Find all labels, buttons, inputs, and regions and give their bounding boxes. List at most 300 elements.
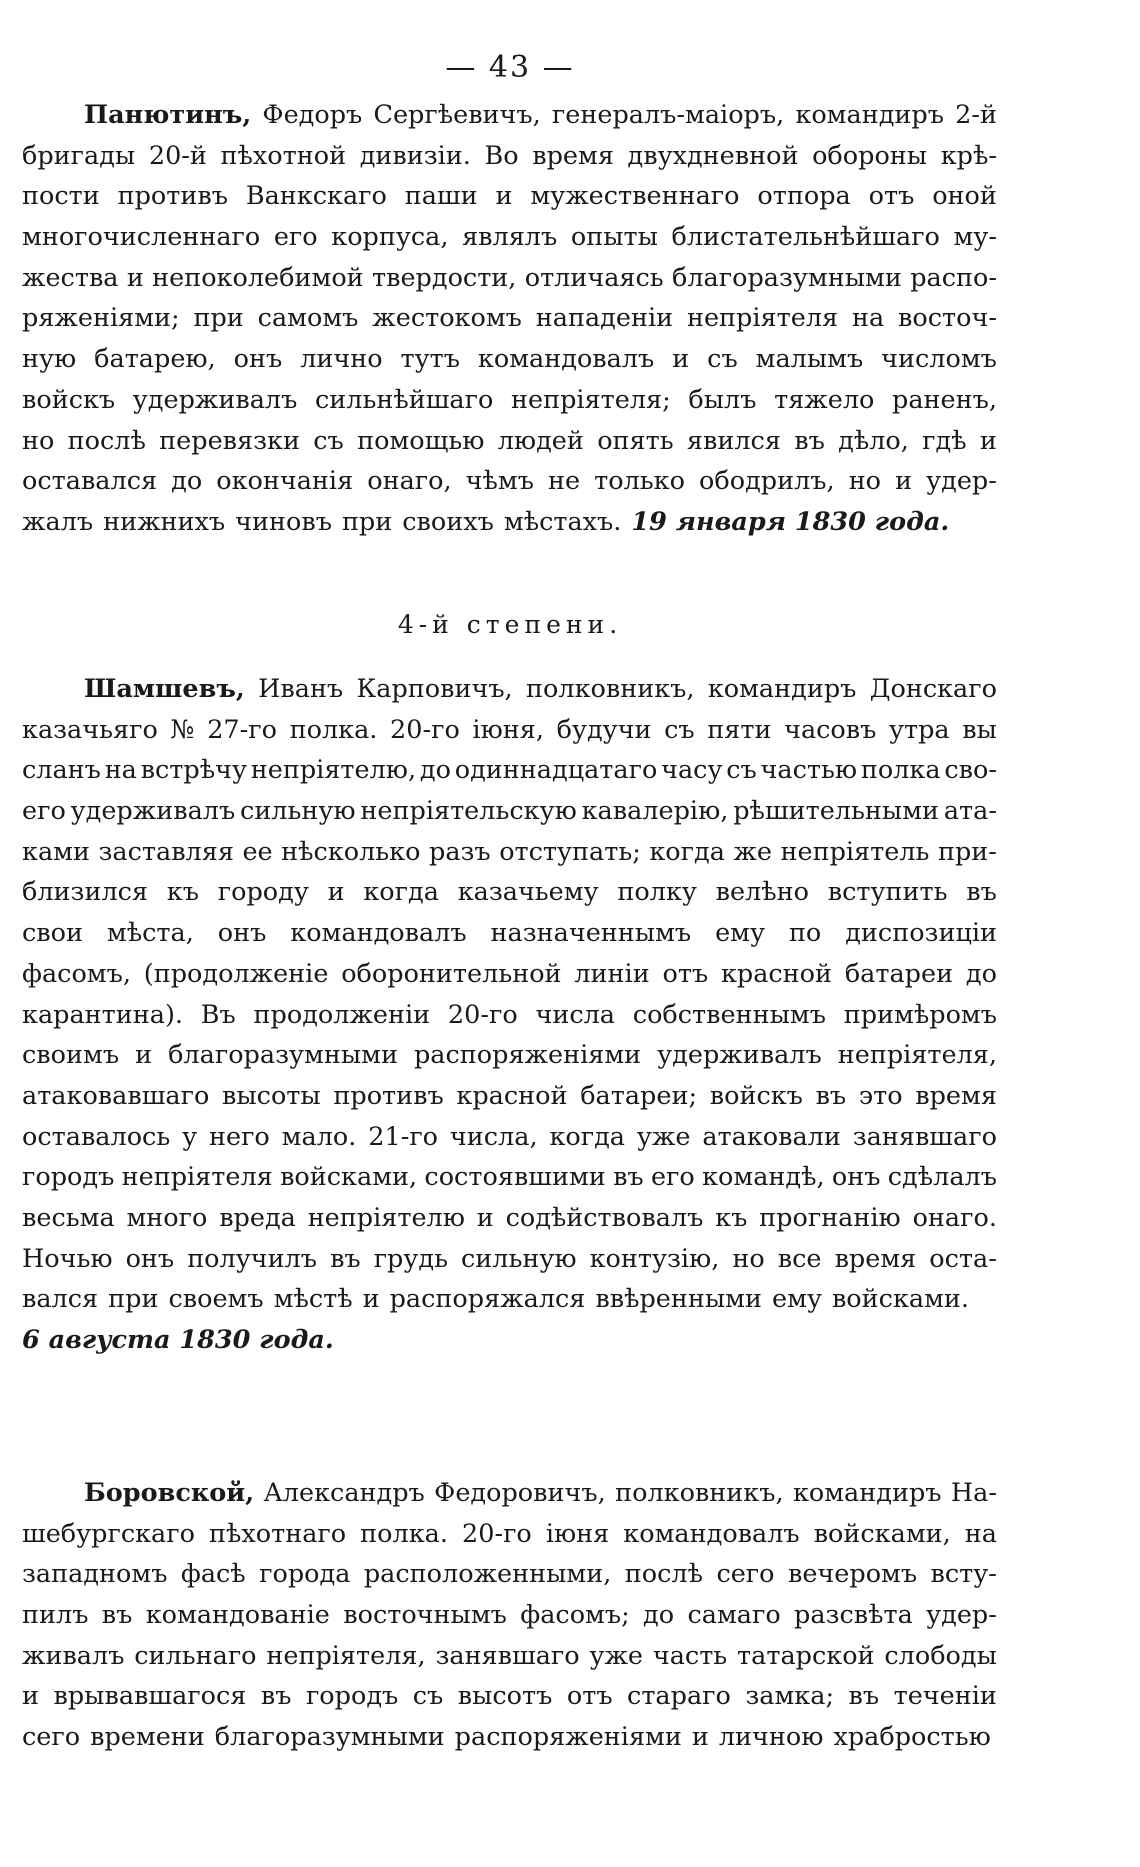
word: многочисленнаго (22, 222, 261, 253)
word: чѣмъ (465, 466, 534, 497)
word: паши (404, 181, 478, 212)
word: когда (549, 1121, 625, 1152)
word: являлъ (462, 222, 558, 253)
word: му- (953, 222, 997, 253)
text-line (22, 380, 997, 421)
word: и (126, 262, 144, 293)
word: полка (860, 755, 941, 786)
text-line (22, 1198, 997, 1239)
text-line (22, 298, 997, 339)
word: ряженіями; (22, 303, 180, 334)
word: высотъ (457, 1681, 553, 1712)
word: обороны (812, 140, 928, 171)
word: ками (22, 836, 90, 867)
word: западномъ (22, 1559, 168, 1590)
word: на (964, 1518, 997, 1549)
text-line (22, 1076, 997, 1117)
word: вы (962, 714, 997, 745)
text-line (22, 339, 997, 380)
word: войсками. (831, 1284, 970, 1315)
word: контузію, (589, 1243, 720, 1274)
word: вечеромъ (787, 1559, 918, 1590)
word: непріятеля (121, 1162, 273, 1193)
word: окончанія (216, 466, 354, 497)
word: благоразумными (168, 1040, 398, 1071)
word: командовалъ (477, 344, 655, 375)
word: опять (597, 425, 674, 456)
text-line (22, 176, 997, 217)
word: числомъ (881, 344, 997, 375)
word: замка; (745, 1681, 835, 1712)
word: жестокомъ (372, 303, 522, 334)
word: все (777, 1243, 822, 1274)
word: въ (101, 1600, 133, 1631)
word: № (170, 714, 195, 745)
word: стараго (627, 1681, 731, 1712)
word: весьма (22, 1202, 115, 1233)
word: не (548, 466, 581, 497)
word: тяжело (774, 384, 875, 415)
word: вреда (219, 1202, 296, 1233)
word: ную (22, 344, 77, 375)
word: отъ (868, 181, 915, 212)
word: непріятеля (686, 303, 839, 334)
word: на (851, 303, 885, 334)
word: при (341, 506, 393, 537)
word: 2-й (955, 100, 997, 130)
text-line (22, 995, 997, 1036)
word: живалъ (22, 1640, 125, 1671)
word: числа (535, 999, 616, 1030)
word: Ночью (22, 1243, 113, 1274)
word: онъ (217, 918, 267, 949)
word: но (22, 425, 55, 456)
word: и (691, 1722, 709, 1753)
word: въ (613, 1162, 644, 1193)
word: непріятель (780, 836, 930, 867)
word: до (419, 755, 451, 786)
word: храбростью (833, 1722, 991, 1753)
word: тутъ (400, 344, 460, 375)
word: ее (242, 836, 273, 867)
word: атаковали (702, 1121, 841, 1152)
word: уже (589, 1640, 644, 1671)
word: карантина). (22, 999, 184, 1030)
text-line (22, 421, 997, 462)
word: войсками, (280, 1162, 418, 1193)
word: нижнихъ (103, 506, 226, 537)
word: онъ (831, 1162, 881, 1193)
word: пилъ (22, 1600, 89, 1631)
word: до (171, 466, 203, 497)
word: оставалось (22, 1121, 171, 1152)
word: благоразумными (672, 262, 902, 293)
word: ободрилъ, (699, 466, 835, 497)
text-line (22, 95, 997, 136)
word: это (858, 1080, 903, 1111)
word: послѣ (67, 425, 146, 456)
word: въ (848, 1681, 880, 1712)
word: войсками, (813, 1518, 951, 1549)
word: ему (772, 1284, 822, 1315)
word: непріятеля; (511, 384, 671, 415)
word: людей (497, 425, 584, 456)
word: вступить (827, 877, 948, 908)
text-line (22, 1717, 997, 1758)
word: сего (716, 1559, 775, 1590)
word: оборонительной (341, 958, 562, 989)
word: своемъ (168, 1284, 264, 1315)
word: занявшаго (852, 1121, 997, 1152)
word: опыты (570, 222, 658, 253)
word: въ (330, 1243, 361, 1274)
entry-shamshev (22, 669, 997, 1361)
word: но (732, 1243, 765, 1274)
word: когда (649, 836, 725, 867)
word: города (259, 1559, 351, 1590)
person-name: Шамшевъ, (84, 674, 245, 704)
word: командовалъ (623, 1518, 800, 1549)
word: былъ (688, 384, 757, 415)
text-line (22, 1554, 997, 1595)
word: Иванъ (258, 674, 344, 704)
word: и (135, 1040, 153, 1071)
word: его (650, 1162, 695, 1193)
word: удерживалъ (132, 384, 298, 415)
text-line (22, 258, 997, 299)
word: помощью (357, 425, 485, 456)
word: корпуса, (331, 222, 449, 253)
word: распо- (910, 262, 997, 293)
word: слободы (884, 1640, 997, 1671)
word: будучи (556, 714, 652, 745)
word: съ (707, 344, 738, 375)
word: лично (300, 344, 383, 375)
word: сего (22, 1722, 81, 1753)
word: полковникъ, (615, 1478, 784, 1508)
word: кавалерію, (581, 796, 729, 827)
word: непріятеля, (837, 1040, 997, 1071)
word: крѣ- (940, 140, 997, 171)
word: грудь (373, 1243, 448, 1274)
word: заставляя (98, 836, 234, 867)
word: командиръ (707, 674, 857, 704)
word: него (208, 1121, 270, 1152)
word: сильную (461, 1243, 577, 1274)
word: командовалъ (290, 918, 467, 949)
word: онаго. (912, 1202, 997, 1233)
word: жалъ (22, 506, 94, 537)
word: когда (363, 877, 439, 908)
word: противъ (117, 181, 228, 212)
word: 20-го (462, 1518, 532, 1549)
word: 27-го (207, 714, 277, 745)
word: мѣста, (106, 918, 194, 949)
word: съ (726, 755, 757, 786)
word: примѣромъ (843, 999, 997, 1030)
text-line (22, 1279, 997, 1320)
text-line (22, 1157, 997, 1198)
person-name: Боровской, (84, 1478, 255, 1508)
word: теченіи (893, 1681, 997, 1712)
word: дѣло, (838, 425, 909, 456)
word: На- (950, 1478, 997, 1508)
word: сильнаго (134, 1640, 257, 1671)
word: непріятелю, (250, 755, 417, 786)
word: время (532, 140, 614, 171)
word: при (108, 1284, 159, 1315)
word: (продолженіе (143, 958, 329, 989)
word: получилъ (187, 1243, 318, 1274)
entry-panyutin (22, 95, 997, 543)
word: восточнымъ (343, 1600, 507, 1631)
word: послѣ (624, 1559, 703, 1590)
word: пѣхотнаго (209, 1518, 347, 1549)
word: съ (664, 714, 695, 745)
word: батареи (844, 958, 954, 989)
text-line (22, 710, 997, 751)
word: и (327, 877, 345, 908)
word: часть (652, 1640, 728, 1671)
word: отличаясь (524, 262, 664, 293)
word: удерживалъ (657, 1040, 822, 1071)
word: одиннадцатаго (454, 755, 658, 786)
word: диспозиціи (845, 918, 997, 949)
word: полку (617, 877, 697, 908)
word: отъ (662, 958, 709, 989)
text-line (22, 1676, 997, 1717)
text-line (22, 872, 997, 913)
word: 21-го (368, 1121, 439, 1152)
word: распоряжался (389, 1284, 586, 1315)
word: двухдневной (627, 140, 799, 171)
word: сланъ (22, 755, 101, 786)
word: сво- (944, 755, 997, 786)
word: Въ (200, 999, 236, 1030)
word: восточ- (898, 303, 997, 334)
text-line (22, 1473, 997, 1514)
word: назначеннымъ (490, 918, 692, 949)
word: 20-го (390, 714, 460, 745)
text-line (22, 1035, 997, 1076)
word: но (848, 466, 882, 497)
text-line (22, 1514, 997, 1555)
word: командиръ (792, 1478, 942, 1508)
word: же (733, 836, 772, 867)
word: въ (794, 425, 825, 456)
text-line (22, 954, 997, 995)
word: вался (22, 1284, 99, 1315)
word: непріятелю (307, 1202, 465, 1233)
word: въ (815, 1080, 847, 1111)
word: прогнанію (759, 1202, 901, 1233)
word: оста- (929, 1243, 997, 1274)
word: красной (456, 1080, 568, 1111)
word: при (193, 303, 244, 334)
word: Карповичъ, (356, 674, 513, 704)
word: полка. (360, 1518, 448, 1549)
word: сильнѣйшаго (315, 384, 494, 415)
word: собственнымъ (632, 999, 826, 1030)
word: содѣйствовалъ (505, 1202, 704, 1233)
word: разъ (429, 836, 491, 867)
word: нѣсколько (281, 836, 421, 867)
word: непоколебимой (152, 262, 364, 293)
word: до (965, 958, 997, 989)
word: мужественнаго (530, 181, 740, 212)
word: расположенными, (363, 1559, 612, 1590)
word: по (788, 918, 822, 949)
word: онаго, (367, 466, 452, 497)
word: атаковавшаго (22, 1080, 210, 1111)
word: фасомъ; (520, 1600, 630, 1631)
word: и (895, 466, 913, 497)
word: высоты (222, 1080, 321, 1111)
word: у (182, 1121, 198, 1152)
word: уже (636, 1121, 691, 1152)
word: мало. (281, 1121, 357, 1152)
text-line (22, 913, 997, 954)
word: шебургскаго (22, 1518, 195, 1549)
word: непріятеля, (266, 1640, 426, 1671)
word: близился (22, 877, 149, 908)
word: на (104, 755, 137, 786)
word: Донскаго (869, 674, 997, 704)
word: и (476, 1202, 494, 1233)
word: войскъ (22, 384, 116, 415)
word: удерживалъ (70, 796, 236, 827)
word: при- (937, 836, 997, 867)
word: перевязки (159, 425, 300, 456)
text-line (22, 1117, 997, 1158)
word: благоразумными (214, 1722, 445, 1753)
section-heading: 4-й степени. (397, 610, 623, 639)
text-line (22, 461, 997, 502)
word: Во (484, 140, 519, 171)
text-line (22, 502, 997, 543)
word: непріятельскую (360, 796, 577, 827)
word: генералъ-маіоръ, (551, 100, 785, 130)
word: полковникъ, (526, 674, 695, 704)
word: іюня (545, 1518, 610, 1549)
word: съ (412, 1681, 444, 1712)
word: пяти (707, 714, 772, 745)
word: своимъ (22, 1040, 120, 1071)
word: дивизіи. (359, 140, 471, 171)
word: командованіе (145, 1600, 330, 1631)
word: раненъ, (892, 384, 997, 415)
word: рѣшительными (733, 796, 940, 827)
word: мѣстахъ. (503, 506, 622, 537)
word: 20-й (148, 140, 207, 171)
word: и (672, 344, 690, 375)
text-line (22, 1239, 997, 1280)
word: противъ (333, 1080, 444, 1111)
word: Федоровичъ, (434, 1478, 606, 1508)
word: время (915, 1080, 997, 1111)
text-line (22, 1595, 997, 1636)
word: гдѣ (922, 425, 967, 456)
word: нападеніи (535, 303, 674, 334)
word: жества (22, 262, 119, 293)
word: личною (718, 1722, 824, 1753)
word: оной (932, 181, 997, 212)
word: продолженіи (253, 999, 431, 1030)
word: Сергѣевичъ, (373, 100, 541, 130)
word: всту- (930, 1559, 997, 1590)
word: фасѣ (180, 1559, 246, 1590)
word: Ванкскаго (245, 181, 387, 212)
word: мѣстѣ (273, 1284, 353, 1315)
text-line (22, 750, 997, 791)
person-name: Панютинъ, (84, 100, 252, 130)
word: пѣхотной (220, 140, 347, 171)
word: свои (22, 918, 83, 949)
word: и (979, 425, 997, 456)
word: разсвѣта (794, 1600, 913, 1631)
text-line (22, 1636, 997, 1677)
word: Федоръ (262, 100, 363, 130)
word: въ (966, 877, 997, 908)
word: къ (166, 877, 199, 908)
word: фасомъ, (22, 958, 131, 989)
word: числа, (449, 1121, 538, 1152)
text-line (22, 791, 997, 832)
word: іюня, (472, 714, 544, 745)
word: ввѣренными (595, 1284, 763, 1315)
word: только (594, 466, 685, 497)
word: онъ (125, 1243, 175, 1274)
word: утра (889, 714, 950, 745)
word: явился (686, 425, 781, 456)
word: оставался (22, 466, 158, 497)
word: казачьяго (22, 714, 158, 745)
word: командиръ (795, 100, 944, 130)
word: полка. (289, 714, 378, 745)
word: его (22, 796, 66, 827)
word: его (273, 222, 318, 253)
word: съ (313, 425, 344, 456)
word: удер- (926, 466, 997, 497)
word: состоявшими (424, 1162, 606, 1193)
word: велѣно (715, 877, 810, 908)
word: частью (760, 755, 858, 786)
word: татарской (737, 1640, 875, 1671)
word: отъ (566, 1681, 613, 1712)
word: войскъ (709, 1080, 803, 1111)
word: ата- (943, 796, 997, 827)
text-line (22, 669, 997, 710)
word: въ (260, 1681, 292, 1712)
word: онъ (233, 344, 283, 375)
text-line (22, 136, 997, 177)
word: самомъ (257, 303, 359, 334)
word: и (22, 1681, 39, 1712)
word: Александръ (263, 1478, 425, 1508)
word: удер- (926, 1600, 997, 1631)
page-number: — 43 — (445, 50, 575, 85)
word: времени (90, 1722, 205, 1753)
word: сдѣлалъ (887, 1162, 997, 1193)
word: чиновъ (235, 506, 332, 537)
word: бригады (22, 140, 136, 171)
word: часовъ (784, 714, 877, 745)
word: батарею, (94, 344, 216, 375)
word: пости (22, 181, 100, 212)
word: до (643, 1600, 675, 1631)
word: командѣ, (702, 1162, 825, 1193)
word: встрѣчу (140, 755, 247, 786)
